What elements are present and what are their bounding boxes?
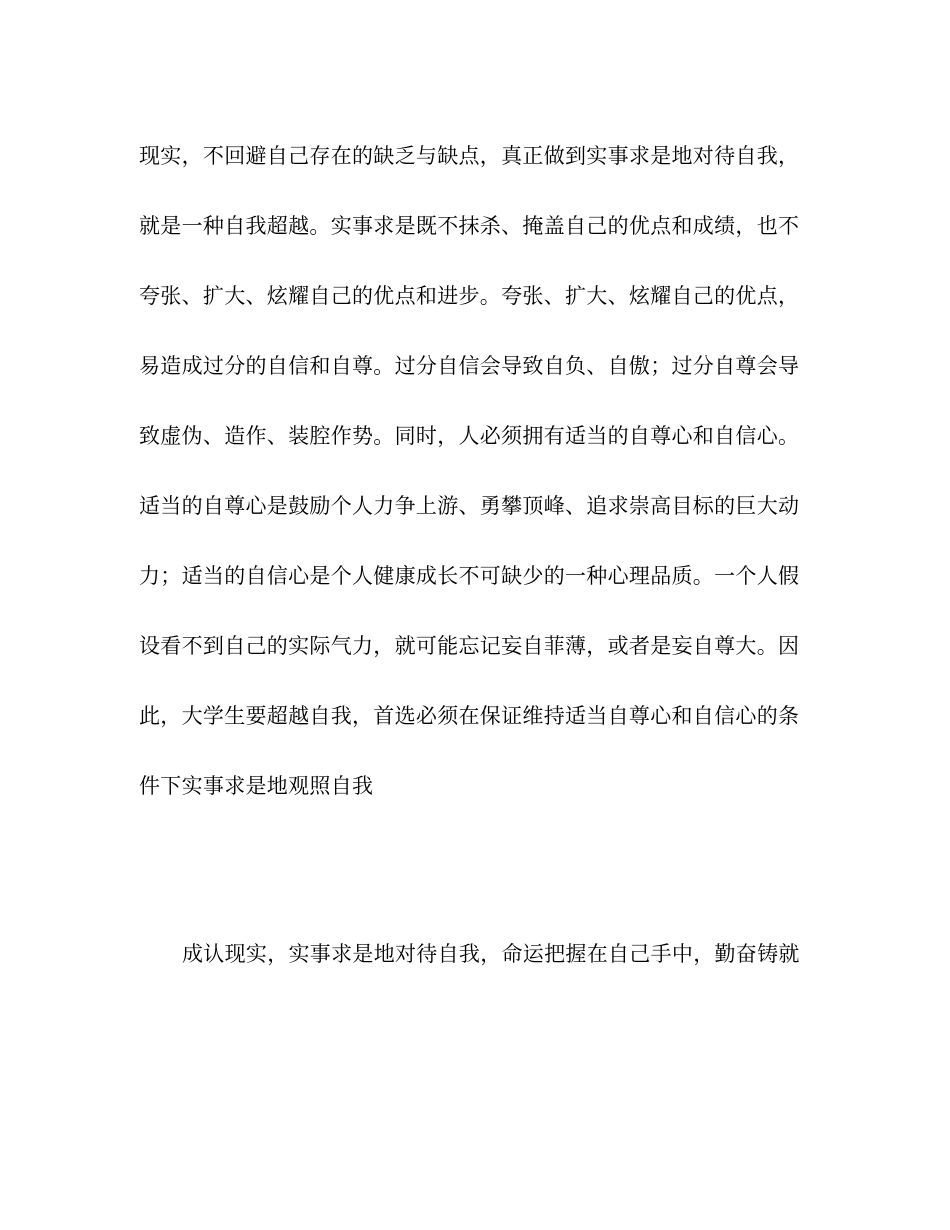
paragraph-1-line-10: 件下实事求是地观照自我: [139, 774, 374, 798]
paragraph-1-line-3: 夸张、扩大、炫耀自己的优点和进步。夸张、扩大、炫耀自己的优点，: [139, 284, 800, 308]
paragraph-1-line-5: 致虚伪、造作、装腔作势。同时，人必须拥有适当的自尊心和自信心。: [139, 424, 800, 448]
paragraph-1-line-8: 设看不到自己的实际气力，就可能忘记妄自菲薄，或者是妄自尊大。因: [139, 634, 800, 658]
paragraph-1-line-9: 此，大学生要超越自我，首选必须在保证维持适当自尊心和自信心的条: [139, 704, 800, 728]
paragraph-1-line-4: 易造成过分的自信和自尊。过分自信会导致自负、自傲；过分自尊会导: [139, 354, 800, 378]
paragraph-2-line-1: 成认现实，实事求是地对待自我，命运把握在自己手中，勤奋铸就: [182, 942, 800, 966]
paragraph-1-line-2: 就是一种自我超越。实事求是既不抹杀、掩盖自己的优点和成绩，也不: [139, 214, 800, 238]
paragraph-1-line-1: 现实，不回避自己存在的缺乏与缺点，真正做到实事求是地对待自我，: [139, 144, 800, 168]
paragraph-1-line-7: 力；适当的自信心是个人健康成长不可缺少的一种心理品质。一个人假: [139, 564, 800, 588]
paragraph-1-line-6: 适当的自尊心是鼓励个人力争上游、勇攀顶峰、追求崇高目标的巨大动: [139, 494, 800, 518]
